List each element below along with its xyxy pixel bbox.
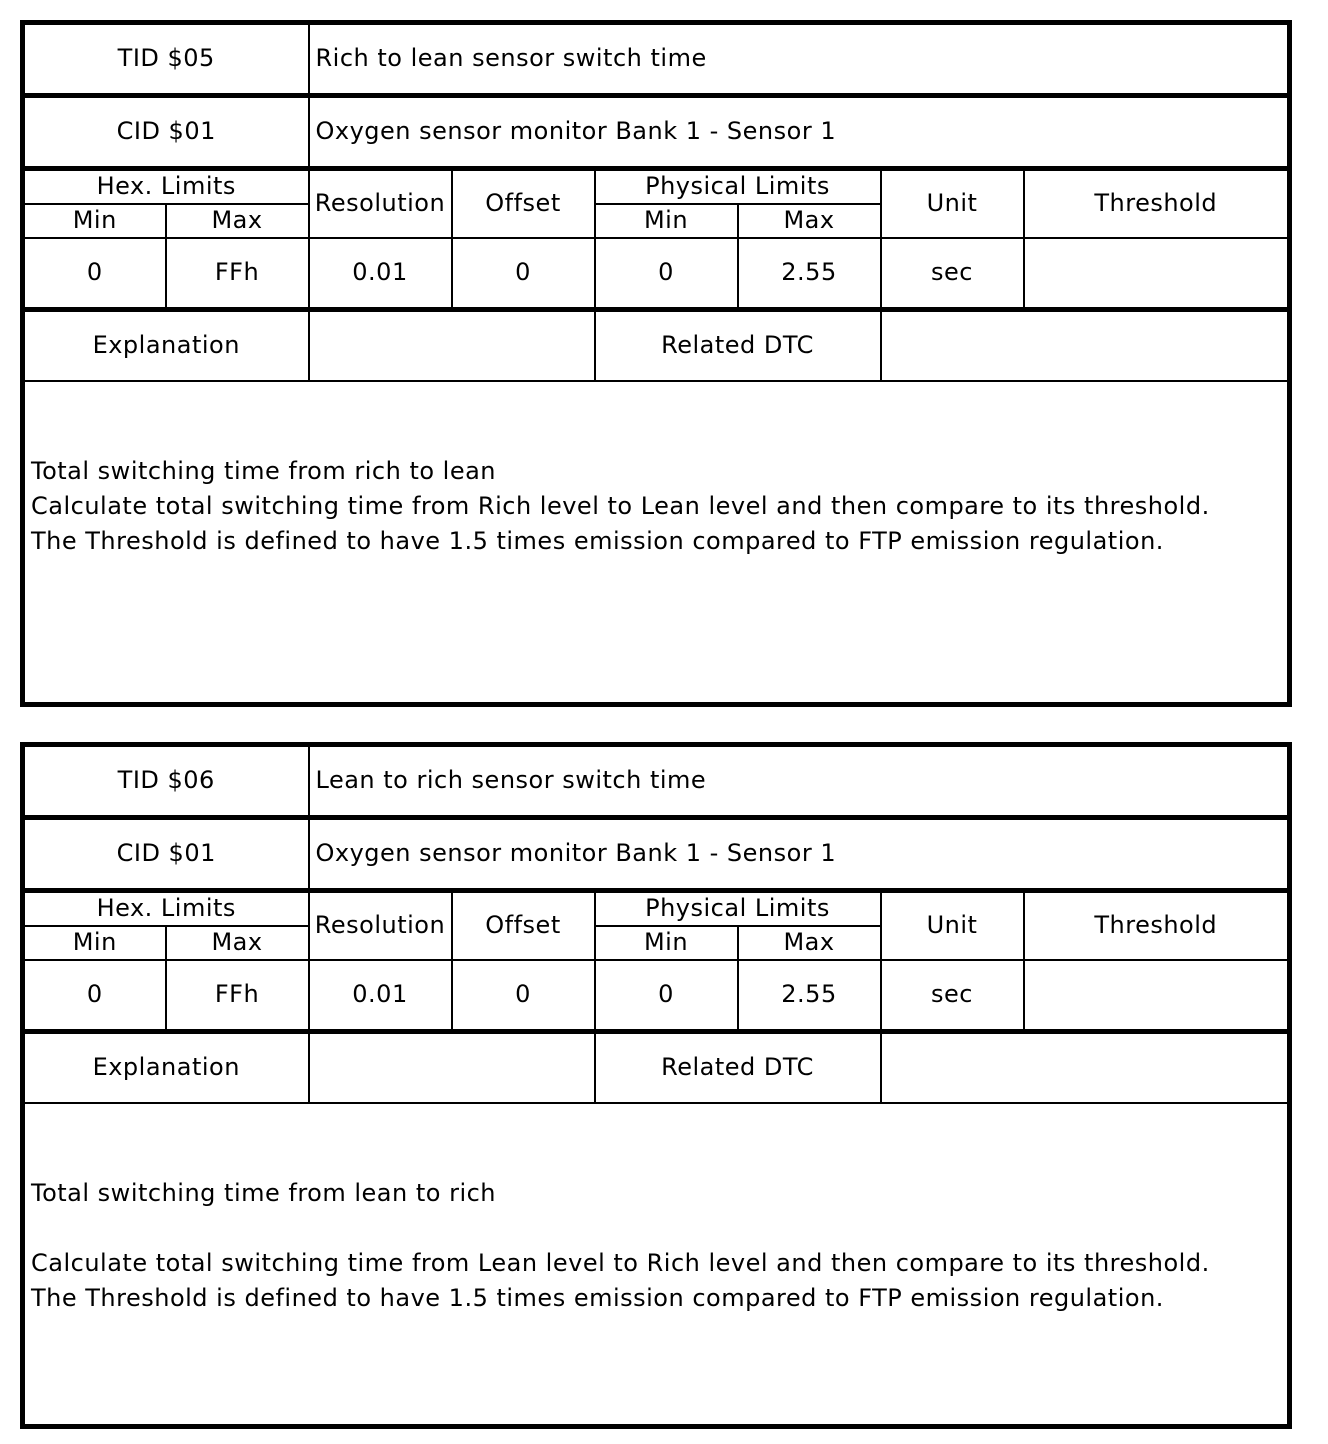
offset-value: 0: [452, 960, 595, 1032]
explanation-line: The Threshold is defined to have 1.5 times emission compared to FTP emission regulation.: [31, 1284, 1164, 1312]
threshold-value: [1024, 960, 1290, 1032]
tid-description: Rich to lean sensor switch time: [309, 23, 1290, 96]
offset-value: 0: [452, 238, 595, 310]
unit-value: sec: [881, 238, 1024, 310]
hex-limits-header: Hex. Limits: [23, 169, 309, 205]
related-dtc-value: [881, 310, 1290, 382]
unit-header: Unit: [881, 169, 1024, 239]
phys-max-value: 2.55: [738, 238, 881, 310]
phys-min-value: 0: [595, 238, 738, 310]
hex-limits-header: Hex. Limits: [23, 891, 309, 927]
threshold-header: Threshold: [1024, 169, 1290, 239]
explanation-line: Calculate total switching time from Rich level to Lean level and then compare to its threshold.: [31, 492, 1210, 520]
monitor-table-tid06: [20, 742, 1292, 1429]
hex-min-value: 0: [23, 238, 166, 310]
tid-label: TID $06: [23, 745, 309, 818]
explanation-body: [23, 381, 1290, 705]
related-dtc-label: Related DTC: [595, 1032, 881, 1104]
hex-max-value: FFh: [166, 238, 309, 310]
threshold-header: Threshold: [1024, 891, 1290, 961]
unit-value: sec: [881, 960, 1024, 1032]
phys-min-value: 0: [595, 960, 738, 1032]
cid-description: Oxygen sensor monitor Bank 1 - Sensor 1: [309, 96, 1290, 169]
explanation-spacer: [31, 1211, 1281, 1246]
hex-max-header: Max: [166, 926, 309, 960]
explanation-line: Calculate total switching time from Lean level to Rich level and then compare to its threshold.: [31, 1249, 1210, 1277]
monitor-table-tid05: [20, 20, 1292, 707]
phys-max-value: 2.55: [738, 960, 881, 1032]
resolution-value: 0.01: [309, 238, 452, 310]
resolution-header: Resolution: [309, 169, 452, 239]
explanation-value: [309, 310, 595, 382]
resolution-header: Resolution: [309, 891, 452, 961]
phys-max-header: Max: [738, 926, 881, 960]
cid-description: Oxygen sensor monitor Bank 1 - Sensor 1: [309, 818, 1290, 891]
explanation-value: [309, 1032, 595, 1104]
explanation-label: Explanation: [23, 310, 309, 382]
offset-header: Offset: [452, 891, 595, 961]
unit-header: Unit: [881, 891, 1024, 961]
hex-min-header: Min: [23, 926, 166, 960]
explanation-line: Total switching time from lean to rich: [31, 1179, 497, 1207]
related-dtc-value: [881, 1032, 1290, 1104]
related-dtc-label: Related DTC: [595, 310, 881, 382]
explanation-label: Explanation: [23, 1032, 309, 1104]
tid-description: Lean to rich sensor switch time: [309, 745, 1290, 818]
explanation-body: [23, 1103, 1290, 1427]
hex-min-value: 0: [23, 960, 166, 1032]
phys-min-header: Min: [595, 204, 738, 238]
physical-limits-header: Physical Limits: [595, 891, 881, 927]
threshold-value: [1024, 238, 1290, 310]
phys-max-header: Max: [738, 204, 881, 238]
hex-max-value: FFh: [166, 960, 309, 1032]
tid-label: TID $05: [23, 23, 309, 96]
hex-min-header: Min: [23, 204, 166, 238]
explanation-line: The Threshold is defined to have 1.5 times emission compared to FTP emission regulation.: [31, 527, 1164, 555]
resolution-value: 0.01: [309, 960, 452, 1032]
hex-max-header: Max: [166, 204, 309, 238]
cid-label: CID $01: [23, 96, 309, 169]
offset-header: Offset: [452, 169, 595, 239]
phys-min-header: Min: [595, 926, 738, 960]
cid-label: CID $01: [23, 818, 309, 891]
explanation-line: Total switching time from rich to lean: [31, 457, 497, 485]
physical-limits-header: Physical Limits: [595, 169, 881, 205]
